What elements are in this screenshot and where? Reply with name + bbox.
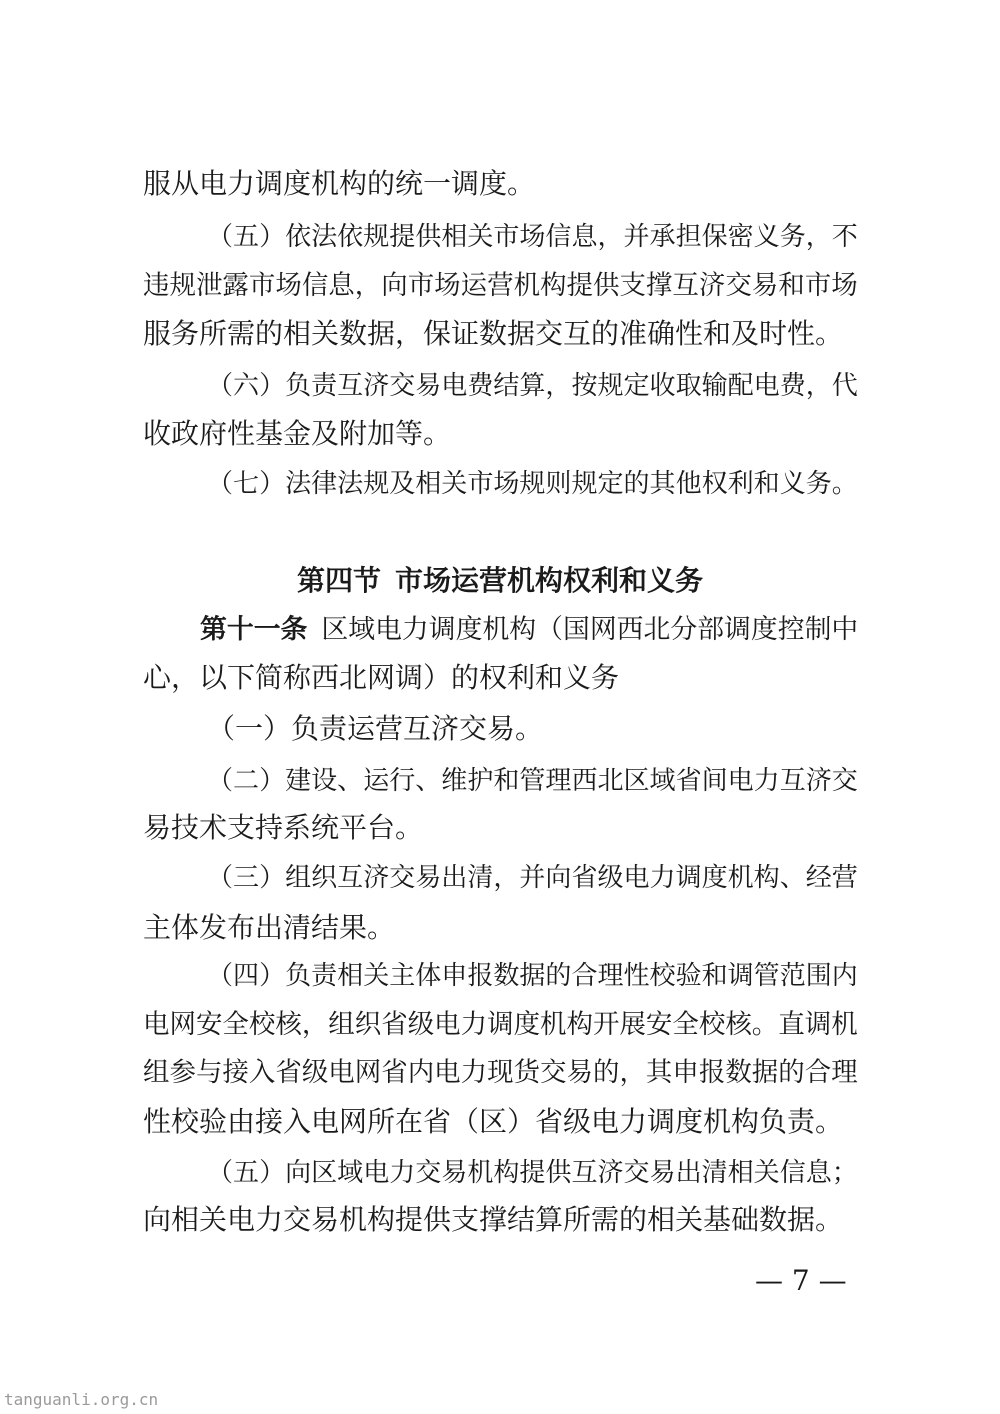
article-number: 第十一条 [200,614,308,645]
article-line: （五）向区域电力交易机构提供互济交易出清相关信息； [207,1158,858,1188]
section-number: 第四节 [296,564,381,597]
body-line: （七）法律法规及相关市场规则规定的其他权利和义务。 [207,469,858,499]
body-line: 服从电力调度机构的统一调度。 [143,167,536,200]
article-line: 主体发布出清结果。 [143,911,396,944]
article-line: 组参与接入省级电网省内电力现货交易的，其申报数据的合理 [143,1057,858,1088]
article-first-line [200,612,858,648]
body-line: （五）依法依规提供相关市场信息，并承担保密义务，不 [207,222,858,252]
article-line: 电网安全校核，组织省级电力调度机构开展安全校核。直调机 [143,1009,858,1040]
page-number: — 7 — [755,1264,847,1297]
body-line: （六）负责互济交易电费结算，按规定收取输配电费，代 [207,371,858,401]
body-line: 收政府性基金及附加等。 [143,417,452,450]
article-first-line-text: 区域电力调度机构（国网西北分部调度控制中 [321,614,859,645]
article-line: （二）建设、运行、维护和管理西北区域省间电力互济交 [207,766,858,796]
section-title: 市场运营机构权利和义务 [395,564,704,597]
article-line: 易技术支持系统平台。 [143,811,424,844]
body-line: 服务所需的相关数据，保证数据交互的准确性和及时性。 [143,317,844,350]
section-heading [0,563,1000,599]
article-line: 心，以下简称西北网调）的权利和义务 [143,661,620,694]
article-line: （一）负责运营互济交易。 [207,712,544,745]
article-line: 向相关电力交易机构提供支撑结算所需的相关基础数据。 [143,1203,844,1236]
article-line: 性校验由接入电网所在省（区）省级电力调度机构负责。 [143,1105,844,1138]
watermark: tanguanli.org.cn [4,1390,159,1409]
article-line: （四）负责相关主体申报数据的合理性校验和调管范围内 [207,961,858,991]
body-line: 违规泄露市场信息，向市场运营机构提供支撑互济交易和市场 [143,270,858,301]
article-line: （三）组织互济交易出清，并向省级电力调度机构、经营 [207,863,858,893]
